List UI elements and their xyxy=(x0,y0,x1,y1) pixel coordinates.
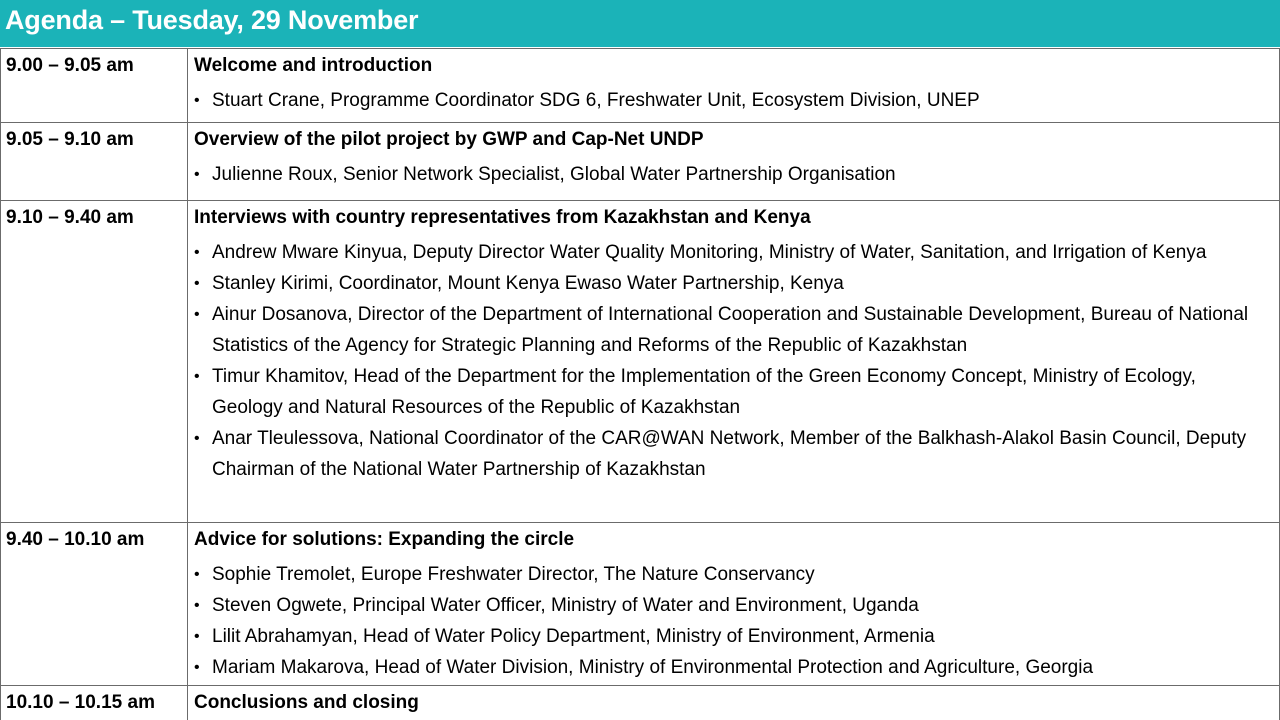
speaker-text: Lilit Abrahamyan, Head of Water Policy Department, Ministry of Environment, Armenia xyxy=(212,626,935,647)
speaker-text: Stanley Kirimi, Coordinator, Mount Kenya Ewaso Water Partnership, Kenya xyxy=(212,273,844,294)
speaker-text: Ainur Dosanova, Director of the Department of International Cooperation and Sustainable Development, Bureau of National Statistics of the Agency for Strategic Planning and Reforms of the Republic of Kazakhstan xyxy=(212,304,1249,356)
bullet-icon: • xyxy=(194,628,200,645)
agenda-row xyxy=(0,522,1280,685)
session-time: 9.40 – 10.10 am xyxy=(6,529,145,550)
bullet-icon: • xyxy=(194,659,200,676)
session-title: Overview of the pilot project by GWP and Cap-Net UNDP xyxy=(194,129,704,150)
bullet-icon: • xyxy=(194,306,200,323)
speaker-text: Steven Ogwete, Principal Water Officer, Ministry of Water and Environment, Uganda xyxy=(212,595,919,616)
speaker-list xyxy=(194,237,1271,485)
speaker-text: Julienne Roux, Senior Network Specialist, Global Water Partnership Organisation xyxy=(212,164,896,185)
session-cell xyxy=(189,201,1279,522)
session-time: 9.00 – 9.05 am xyxy=(6,55,134,76)
speaker-text: Sophie Tremolet, Europe Freshwater Director, The Nature Conservancy xyxy=(212,564,815,585)
speaker-text: Andrew Mware Kinyua, Deputy Director Water Quality Monitoring, Ministry of Water, Sanitation, and Irrigation of Kenya xyxy=(212,242,1207,263)
bullet-icon: • xyxy=(194,566,200,583)
agenda-row xyxy=(0,685,1280,720)
bullet-icon: • xyxy=(194,430,200,447)
agenda-row xyxy=(0,122,1280,200)
bullet-icon: • xyxy=(194,275,200,292)
speaker-item xyxy=(194,299,1271,361)
agenda-header xyxy=(0,0,1280,48)
session-title: Advice for solutions: Expanding the circle xyxy=(194,529,575,550)
session-title: Interviews with country representatives from Kazakhstan and Kenya xyxy=(194,207,811,228)
speaker-item xyxy=(194,237,1271,268)
speaker-item xyxy=(194,559,1271,590)
page-title: Agenda – Tuesday, 29 November xyxy=(5,5,419,35)
speaker-text: Mariam Makarova, Head of Water Division, Ministry of Environmental Protection and Agriculture, Georgia xyxy=(212,657,1094,678)
speaker-item xyxy=(194,423,1271,485)
bullet-icon: • xyxy=(194,368,200,385)
session-title: Conclusions and closing xyxy=(194,692,419,713)
session-time: 10.10 – 10.15 am xyxy=(6,692,155,713)
time-cell xyxy=(1,123,188,200)
session-cell xyxy=(189,686,1279,720)
agenda-table xyxy=(0,48,1280,720)
speaker-list xyxy=(194,559,1271,683)
session-cell xyxy=(189,123,1279,200)
speaker-text: Stuart Crane, Programme Coordinator SDG 6, Freshwater Unit, Ecosystem Division, UNEP xyxy=(212,90,980,111)
speaker-item xyxy=(194,590,1271,621)
speaker-text: Anar Tleulessova, National Coordinator of the CAR@WAN Network, Member of the Balkhash-Alakol Basin Council, Deputy Chairman of the National Water Partnership of Kazakhstan xyxy=(212,428,1247,480)
speaker-item xyxy=(194,361,1271,423)
session-time: 9.10 – 9.40 am xyxy=(6,207,134,228)
time-cell xyxy=(1,523,188,685)
speaker-list xyxy=(194,85,1271,116)
speaker-list xyxy=(194,159,1271,190)
bullet-icon: • xyxy=(194,166,200,183)
bullet-icon: • xyxy=(194,92,200,109)
speaker-item xyxy=(194,159,1271,190)
speaker-item xyxy=(194,85,1271,116)
session-title: Welcome and introduction xyxy=(194,55,433,76)
speaker-item xyxy=(194,621,1271,652)
session-cell xyxy=(189,49,1279,122)
speaker-item xyxy=(194,652,1271,683)
time-cell xyxy=(1,686,188,720)
bullet-icon: • xyxy=(194,597,200,614)
speaker-text: Timur Khamitov, Head of the Department for the Implementation of the Green Economy Concept, Ministry of Ecology, Geology and Natural Resources of the Republic of Kazakhstan xyxy=(212,366,1196,418)
bullet-icon: • xyxy=(194,244,200,261)
time-cell xyxy=(1,49,188,122)
time-cell xyxy=(1,201,188,522)
session-time: 9.05 – 9.10 am xyxy=(6,129,134,150)
session-cell xyxy=(189,523,1279,685)
agenda-row xyxy=(0,48,1280,122)
speaker-item xyxy=(194,268,1271,299)
agenda-row xyxy=(0,200,1280,522)
